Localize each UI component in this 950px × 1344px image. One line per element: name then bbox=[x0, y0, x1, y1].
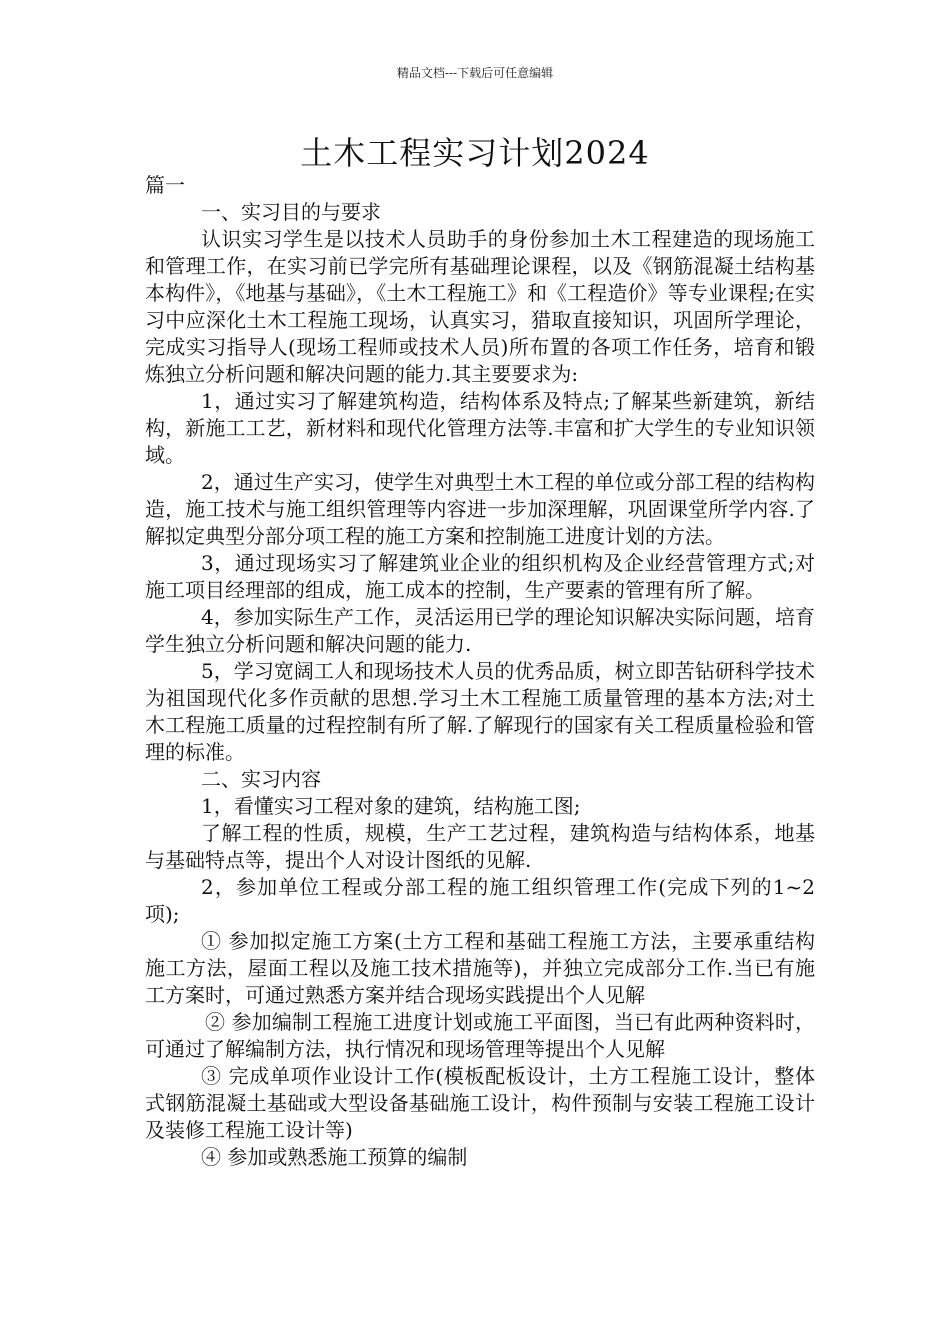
heading-objectives: 一、实习目的与要求 bbox=[201, 200, 381, 224]
document-title: 土木工程实习计划2024 bbox=[300, 134, 650, 172]
requirement-4: 4，参加实际生产工作，灵活运用已学的理论知识解决实际问题，培育学生独立分析问题和解决问题的能力. bbox=[145, 605, 815, 656]
page-header: 精品文档---下载后可任意编辑 bbox=[396, 66, 554, 80]
requirement-1: 1，通过实习了解建筑构造，结构体系及特点;了解某些新建筑，新结构，新施工工艺，新材料和现代化管理方法等.丰富和扩大学生的专业知识领域。 bbox=[145, 389, 815, 467]
paragraph-intro: 认识实习学生是以技术人员助手的身份参加土木工程建造的现场施工和管理工作，在实习前已学完所有基础理论课程，以及《钢筋混凝土结构基本构件》，《地基与基础》，《土木工程施工》和《工程造价》等专业课程;在实习中应深化土木工程施工现场，认真实习，猎取直接知识，巩固所学理论，完成实习指导人(现场工程师或技术人员)所布置的各项工作任务，培育和锻炼独立分析问题和解决问题的能力.其主要要求为: bbox=[145, 227, 815, 386]
section-label: 篇一 bbox=[145, 173, 185, 197]
content-item-1: 1，看懂实习工程对象的建筑，结构施工图; bbox=[201, 794, 581, 818]
heading-content: 二、实习内容 bbox=[201, 767, 321, 791]
content-item-2: 2，参加单位工程或分部工程的施工组织管理工作(完成下列的1~2项); bbox=[145, 875, 815, 926]
document-body bbox=[145, 172, 815, 1171]
content-subitem-3: ③ 完成单项作业设计工作(模板配板设计，土方工程施工设计，整体式钢筋混凝土基础或大型设备基础施工设计，构件预制与安装工程施工设计及装修工程施工设计等) bbox=[145, 1064, 815, 1142]
content-item-1-detail: 了解工程的性质，规模，生产工艺过程，建筑构造与结构体系，地基与基础特点等，提出个人对设计图纸的见解. bbox=[145, 821, 815, 872]
requirement-2: 2，通过生产实习，使学生对典型土木工程的单位或分部工程的结构构造，施工技术与施工组织管理等内容进一步加深理解，巩固课堂所学内容.了解拟定典型分部分项工程的施工方案和控制施工进度计划的方法。 bbox=[145, 470, 815, 548]
content-subitem-1: ① 参加拟定施工方案(土方工程和基础工程施工方法，主要承重结构施工方法，屋面工程以及施工技术措施等)，并独立完成部分工作.当已有施工方案时，可通过熟悉方案并结合现场实践提出个人见解 bbox=[145, 929, 815, 1007]
content-subitem-4: ④ 参加或熟悉施工预算的编制 bbox=[201, 1145, 468, 1169]
requirement-3: 3，通过现场实习了解建筑业企业的组织机构及企业经营管理方式;对施工项目经理部的组成，施工成本的控制，生产要素的管理有所了解。 bbox=[145, 551, 815, 602]
content-subitem-2: ② 参加编制工程施工进度计划或施工平面图，当已有此两种资料时，可通过了解编制方法，执行情况和现场管理等提出个人见解 bbox=[145, 1010, 815, 1061]
requirement-5: 5，学习宽阔工人和现场技术人员的优秀品质，树立即苦钻研科学技术为祖国现代化多作贡献的思想.学习土木工程施工质量管理的基本方法;对土木工程施工质量的过程控制有所了解.了解现行的国家有关工程质量检验和管理的标准。 bbox=[145, 659, 815, 764]
